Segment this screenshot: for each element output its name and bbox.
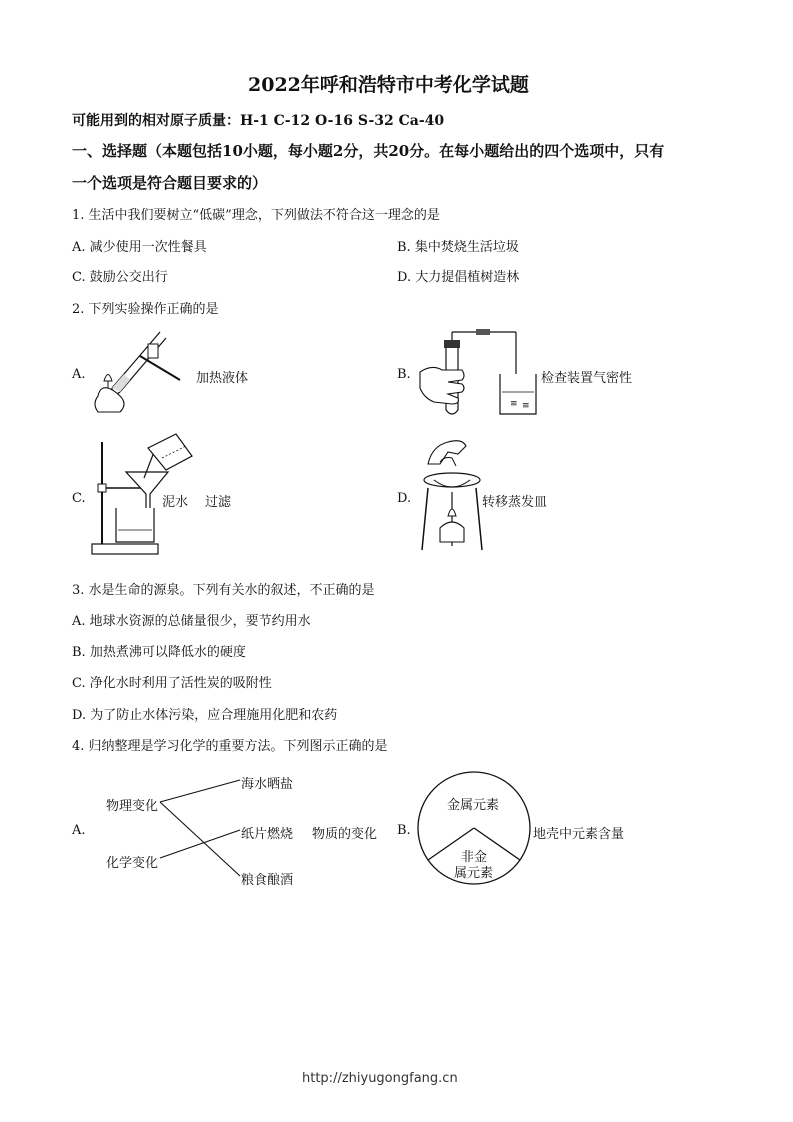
q2-option-b-letter: B. (397, 367, 411, 382)
q1-option-c: C. 鼓励公交出行 (72, 270, 168, 285)
q1-option-b: B. 集中焚烧生活垃圾 (397, 240, 519, 255)
svg-text:≡: ≡ (510, 399, 518, 409)
q4-a-left-physical: 物理变化 (106, 799, 159, 814)
q4-b-bottom-label-1: 非金 (461, 850, 488, 865)
matching-lines-diagram (160, 780, 240, 880)
q4-a-left-chemical: 化学变化 (106, 856, 159, 871)
q3-option-a: A. 地球水资源的总储量很少，要节约用水 (72, 614, 311, 629)
section-heading-line1: 一、选择题（本题包括10小题，每小题2分，共20分。在每小题给出的四个选项中，只有 (72, 142, 665, 160)
q4-option-a-caption: 物质的变化 (312, 827, 378, 842)
q3-option-b: B. 加热煮沸可以降低水的硬度 (72, 645, 246, 660)
q2-option-d-letter: D. (397, 491, 412, 506)
q3-option-d: D. 为了防止水体污染，应合理施用化肥和农药 (72, 708, 338, 723)
q1-option-d: D. 大力提倡植树造林 (397, 270, 520, 285)
q4-a-right-3: 粮食酿酒 (241, 873, 294, 888)
q3-stem: 3. 水是生命的源泉。下列有关水的叙述，不正确的是 (72, 583, 375, 598)
q4-a-right-1: 海水晒盐 (241, 777, 294, 792)
page-title: 2022年呼和浩特市中考化学试题 (248, 74, 529, 96)
q2-stem: 2. 下列实验操作正确的是 (72, 302, 219, 317)
section-heading-line2: 一个选项是符合题目要求的） (72, 174, 268, 192)
q4-b-bottom-label-2: 属元素 (454, 866, 494, 881)
q2-option-c-inner-label: 泥水 (162, 495, 189, 510)
svg-text:≡: ≡ (522, 401, 530, 411)
q2-option-c-caption: 过滤 (205, 495, 232, 510)
atomic-mass-line: 可能用到的相对原子质量：H-1 C-12 O-16 S-32 Ca-40 (72, 113, 445, 129)
q4-option-b-letter: B. (397, 823, 411, 838)
airtightness-check-icon (418, 326, 543, 420)
q4-a-right-2: 纸片燃烧 (241, 827, 294, 842)
q4-b-top-label: 金属元素 (447, 798, 500, 813)
q1-option-a: A. 减少使用一次性餐具 (72, 240, 207, 255)
q2-option-a-letter: A. (72, 367, 86, 382)
q1-stem: 1. 生活中我们要树立“低碳”理念，下列做法不符合这一理念的是 (72, 208, 440, 223)
q4-option-b-caption: 地壳中元素含量 (533, 827, 625, 842)
q2-option-c-letter: C. (72, 491, 86, 506)
heating-liquid-icon (90, 326, 190, 418)
q2-option-a-caption: 加热液体 (196, 371, 249, 386)
q2-option-b-caption: 检查装置气密性 (541, 371, 633, 386)
q4-stem: 4. 归纳整理是学习化学的重要方法。下列图示正确的是 (72, 739, 388, 754)
q4-option-a-letter: A. (72, 823, 86, 838)
evaporating-dish-icon (418, 436, 488, 554)
footer-url[interactable]: http://zhiyugongfang.cn (302, 1071, 458, 1086)
q2-option-d-caption: 转移蒸发皿 (482, 495, 548, 510)
q3-option-c: C. 净化水时利用了活性炭的吸附性 (72, 676, 272, 691)
